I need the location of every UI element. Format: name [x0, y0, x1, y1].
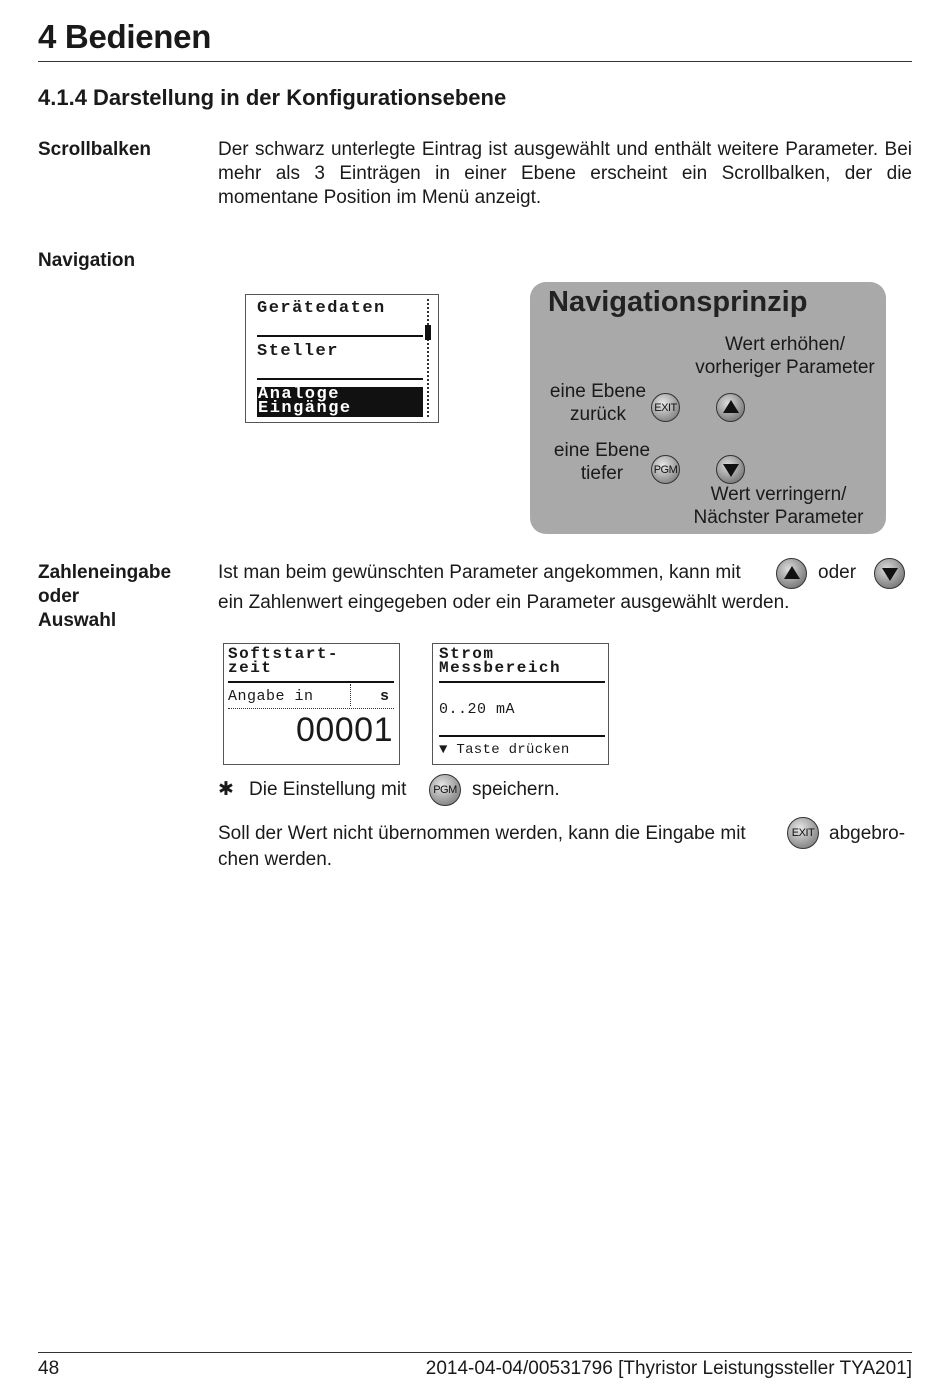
lcd-item-analoge: Analoge	[258, 385, 340, 404]
nav-deeper-line1: eine Ebene	[553, 440, 651, 461]
input-label	[38, 561, 171, 633]
section-title: 4.1.4 Darstellung in der Konfigurationsebene	[38, 85, 507, 110]
input-label-line1: Zahleneingabe	[38, 562, 172, 583]
header-rule	[38, 61, 912, 62]
lcd1-title-line2: zeit	[228, 659, 273, 677]
softstart-lcd-display	[223, 643, 400, 765]
lcd2-hint: ▼ Taste drücken	[439, 742, 570, 758]
lcd2-value: 0..20 mA	[439, 701, 516, 718]
lcd2-title-line2: Messbereich	[439, 659, 562, 677]
lcd-item-eingaenge: Eingänge	[258, 399, 352, 418]
nav-up-text	[685, 333, 885, 379]
lcd1-value: 00001	[295, 711, 393, 749]
nav-down-text	[680, 483, 877, 529]
arrow-up-button-icon	[716, 393, 745, 422]
lcd2-title-line1: Strom	[439, 645, 495, 663]
exit-button-icon: EXIT	[651, 393, 680, 422]
lcd1-title-line1: Softstart-	[228, 645, 340, 663]
pgm-button-icon: PGM	[429, 774, 461, 806]
scroll-text: Der schwarz unterlegte Eintrag ist ausgewählt und enthält weitere Parameter. Bei mehr als 3 Einträgen in einer Ebene erscheint ein Scrollbalken, der die momentane Position im Menü anzeigt.	[218, 139, 912, 208]
nav-deeper-text	[542, 439, 662, 485]
nav-up-line1: Wert erhöhen/	[724, 334, 846, 355]
navigation-principle-box	[530, 282, 886, 534]
input-text-line2: ein Zahlenwert eingegeben oder ein Parameter ausgewählt werden.	[218, 592, 790, 613]
cancel-text-line2: chen werden.	[218, 849, 333, 870]
nav-back-text	[538, 380, 658, 426]
scrollbar-track	[427, 299, 429, 417]
chapter-title: 4 Bedienen	[38, 18, 212, 55]
navigation-label: Navigation	[38, 250, 136, 271]
cancel-text-after: abgebro-	[829, 823, 906, 844]
exit-button-icon: EXIT	[787, 817, 819, 849]
input-label-line2: oder	[38, 586, 80, 607]
lcd-divider	[257, 335, 423, 337]
nav-up-line2: vorheriger Parameter	[695, 357, 875, 378]
page-number: 48	[38, 1358, 60, 1379]
lcd-divider	[439, 681, 605, 683]
arrow-down-button-icon	[716, 455, 745, 484]
lcd-divider	[257, 378, 423, 380]
lcd-item-geraetedaten: Gerätedaten	[257, 299, 386, 318]
scrollbar-thumb	[425, 325, 431, 340]
lcd1-separator	[350, 684, 351, 706]
nav-down-line2: Nächster Parameter	[693, 507, 864, 528]
menu-lcd-display	[245, 294, 439, 423]
nav-back-line2: zurück	[570, 404, 626, 425]
scroll-label: Scrollbalken	[38, 139, 151, 160]
cancel-text-before: Soll der Wert nicht übernommen werden, kann die Eingabe mit	[218, 823, 746, 844]
lcd1-dotted-line	[228, 708, 394, 709]
save-text-after: speichern.	[472, 779, 560, 800]
pgm-button-icon: PGM	[651, 455, 680, 484]
measure-range-lcd-display	[432, 643, 609, 765]
arrow-down-button-icon	[874, 558, 905, 589]
nav-deeper-line2: tiefer	[580, 463, 624, 484]
lcd-divider	[439, 735, 605, 737]
nav-back-line1: eine Ebene	[549, 381, 647, 402]
bullet-icon: ✱	[218, 779, 234, 800]
nav-box-title: Navigationsprinzip	[548, 286, 808, 318]
lcd1-unit-label: Angabe in	[228, 688, 314, 705]
document-reference: 2014-04-04/00531796 [Thyristor Leistungssteller TYA201]	[425, 1358, 912, 1379]
nav-down-line1: Wert verringern/	[710, 484, 847, 505]
lcd-divider	[228, 681, 394, 683]
lcd1-unit: s	[380, 688, 391, 705]
arrow-up-button-icon	[776, 558, 807, 589]
save-text-before: Die Einstellung mit	[249, 779, 407, 800]
input-text-oder: oder	[818, 562, 857, 583]
lcd-item-steller: Steller	[257, 342, 339, 361]
input-text-line1: Ist man beim gewünschten Parameter angekommen, kann mit	[218, 562, 741, 583]
lcd-selected-item	[257, 387, 423, 417]
input-label-line3: Auswahl	[38, 610, 117, 631]
footer-rule	[38, 1352, 912, 1353]
